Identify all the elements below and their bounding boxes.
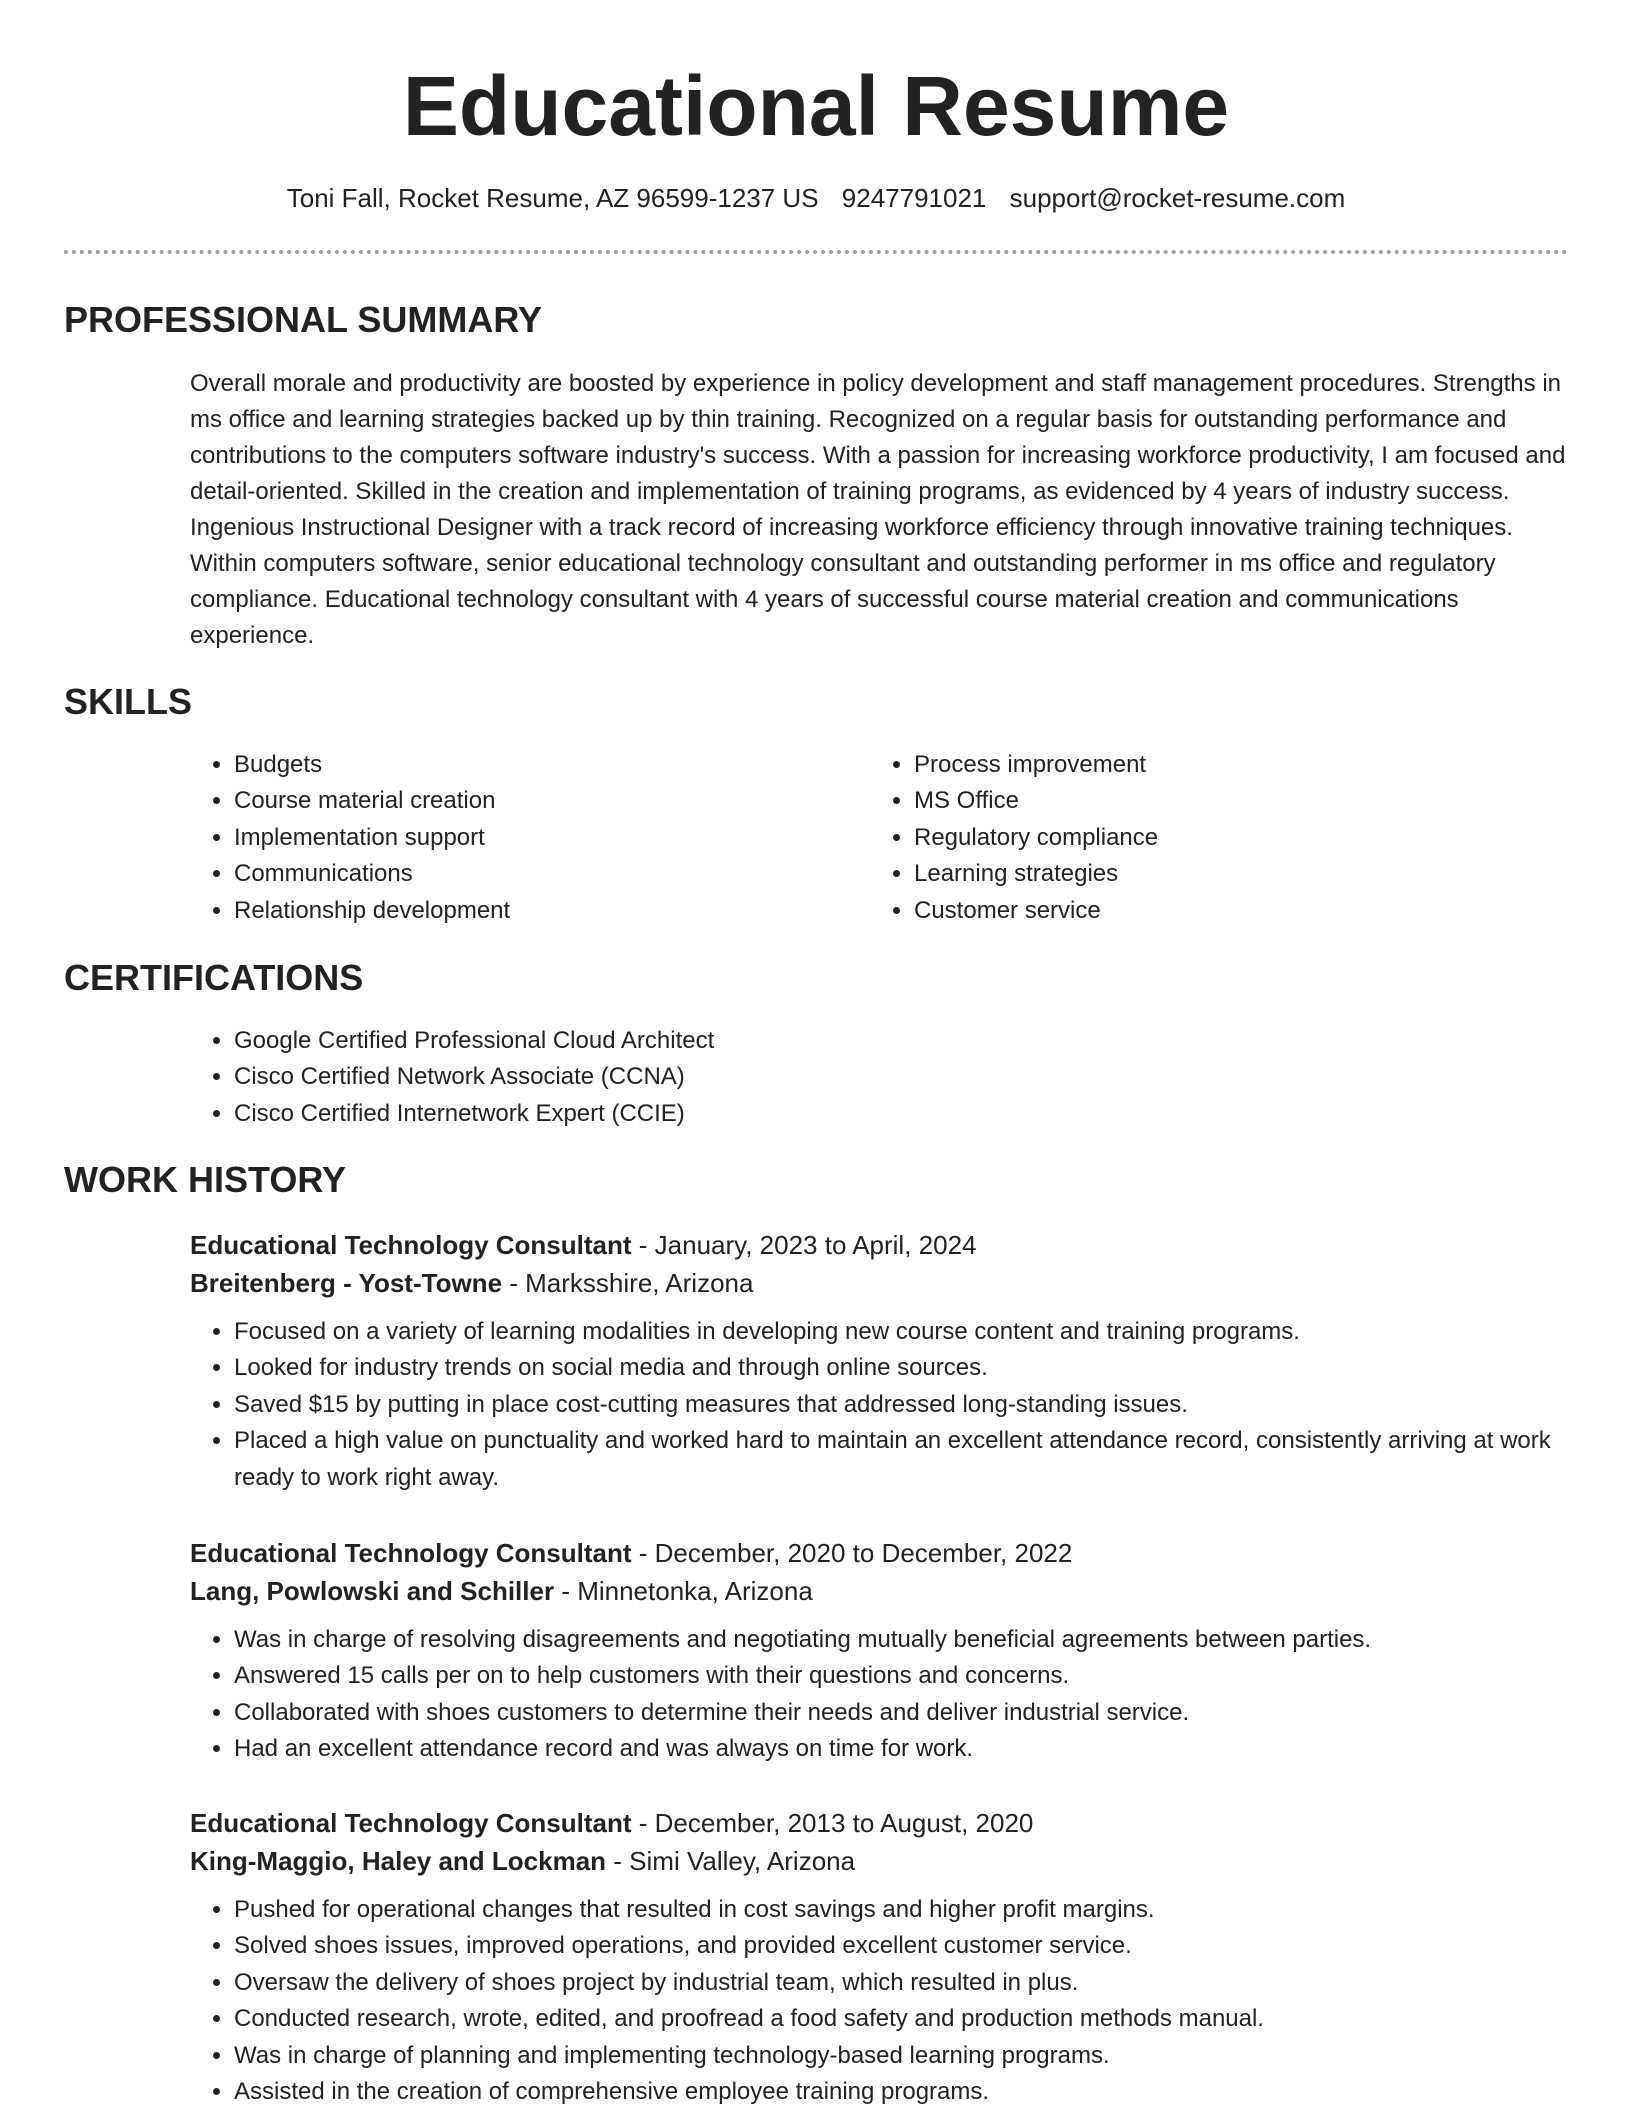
job-title-line — [190, 1534, 1570, 1572]
job-bullet: • Answered 15 calls per on to help customers with their questions and concerns. — [234, 1658, 1570, 1694]
job-company: King-Maggio, Haley and Lockman — [190, 1846, 607, 1876]
contact-phone: 9247791021 — [841, 183, 987, 213]
job-bullet: • Was in charge of resolving disagreements and negotiating mutually beneficial agreements between parties. — [234, 1622, 1570, 1658]
job-location: - Marksshire, Arizona — [509, 1268, 754, 1298]
contact-line — [0, 180, 1632, 216]
job-title: Educational Technology Consultant — [190, 1230, 632, 1260]
job-bullet: • Was in charge of planning and implementing technology-based learning programs. — [234, 2038, 1570, 2074]
job-bullet: • Placed a high value on punctuality and worked hard to maintain an excellent attendance record, consistently arriving at work ready to work right away. — [234, 1423, 1570, 1496]
skill-item: • Customer service — [914, 893, 1510, 929]
summary-heading: PROFESSIONAL SUMMARY — [64, 299, 543, 340]
skill-item: • Communications — [234, 856, 830, 892]
skills-right-list — [870, 747, 1510, 929]
work-history-heading: WORK HISTORY — [64, 1159, 347, 1200]
skill-item: • Implementation support — [234, 820, 830, 856]
job-title: Educational Technology Consultant — [190, 1808, 632, 1838]
summary-text: Overall morale and productivity are boosted by experience in policy development and staff management procedures. Strengths in ms office and learning strategies backed up by thin training. Recognized on a regular basis for outstanding performance and contributions to the computers software industry's success. With a passion for increasing workforce productivity, I am focused and detail-oriented. Skilled in the creation and implementation of training programs, as evidenced by 4 years of industry success. Ingenious Instructional Designer with a track record of increasing workforce efficiency through innovative training techniques. Within computers software, senior educational technology consultant and outstanding performer in ms office and regulatory compliance. Educational technology consultant with 4 years of successful course material creation and communications experience. — [190, 370, 1566, 649]
certification-item: • Cisco Certified Internetwork Expert (CCIE) — [234, 1096, 1570, 1132]
skills-left-column — [190, 747, 830, 929]
job-bullets — [190, 1892, 1570, 2110]
certifications-column — [190, 1023, 1570, 1132]
skills-right-column — [870, 747, 1510, 929]
job-bullet: • Solved shoes issues, improved operations, and provided excellent customer service. — [234, 1928, 1570, 1964]
job-location: - Minnetonka, Arizona — [561, 1576, 813, 1606]
job-entry — [190, 1534, 1570, 1768]
job-company-line — [190, 1842, 1570, 1880]
contact-email: support@rocket-resume.com — [1009, 183, 1346, 213]
job-title: Educational Technology Consultant — [190, 1538, 632, 1568]
job-bullet: • Focused on a variety of learning modalities in developing new course content and training programs. — [234, 1314, 1570, 1350]
certification-item: • Cisco Certified Network Associate (CCNA) — [234, 1059, 1570, 1095]
job-dates: - December, 2013 to August, 2020 — [638, 1808, 1034, 1838]
skill-item: • Regulatory compliance — [914, 820, 1510, 856]
skill-item: • MS Office — [914, 783, 1510, 819]
job-bullet: • Collaborated with shoes customers to determine their needs and deliver industrial service. — [234, 1695, 1570, 1731]
certifications-list — [190, 1023, 1570, 1132]
job-company-line — [190, 1572, 1570, 1610]
skill-item: • Process improvement — [914, 747, 1510, 783]
skill-item: • Budgets — [234, 747, 830, 783]
contact-address: Toni Fall, Rocket Resume, AZ 96599-1237 US — [286, 183, 819, 213]
job-entry — [190, 1226, 1570, 1496]
job-dates: - December, 2020 to December, 2022 — [638, 1538, 1073, 1568]
job-company: Breitenberg - Yost-Towne — [190, 1268, 503, 1298]
job-location: - Simi Valley, Arizona — [613, 1846, 856, 1876]
job-title-line — [190, 1226, 1570, 1264]
job-company: Lang, Powlowski and Schiller — [190, 1576, 555, 1606]
job-bullet: • Oversaw the delivery of shoes project by industrial team, which resulted in plus. — [234, 1965, 1570, 2001]
certification-item: • Google Certified Professional Cloud Architect — [234, 1023, 1570, 1059]
resume-title: Educational Resume — [402, 59, 1230, 153]
job-bullets — [190, 1622, 1570, 1768]
job-bullet: • Had an excellent attendance record and was always on time for work. — [234, 1731, 1570, 1767]
skills-heading: SKILLS — [64, 681, 193, 722]
skill-item: • Course material creation — [234, 783, 830, 819]
job-bullets — [190, 1314, 1570, 1496]
skills-left-list — [190, 747, 830, 929]
job-bullet: • Conducted research, wrote, edited, and proofread a food safety and production methods manual. — [234, 2001, 1570, 2037]
header-divider — [64, 250, 1568, 254]
job-dates: - January, 2023 to April, 2024 — [638, 1230, 977, 1260]
certifications-heading: CERTIFICATIONS — [64, 957, 364, 998]
job-bullet: • Looked for industry trends on social media and through online sources. — [234, 1350, 1570, 1386]
job-bullet: • Pushed for operational changes that resulted in cost savings and higher profit margins. — [234, 1892, 1570, 1928]
job-title-line — [190, 1804, 1570, 1842]
job-bullet: • Saved $15 by putting in place cost-cutting measures that addressed long-standing issues. — [234, 1387, 1570, 1423]
skill-item: • Relationship development — [234, 893, 830, 929]
job-entry — [190, 1804, 1570, 2110]
job-company-line — [190, 1264, 1570, 1302]
job-bullet: • Assisted in the creation of comprehensive employee training programs. — [234, 2074, 1570, 2110]
skill-item: • Learning strategies — [914, 856, 1510, 892]
